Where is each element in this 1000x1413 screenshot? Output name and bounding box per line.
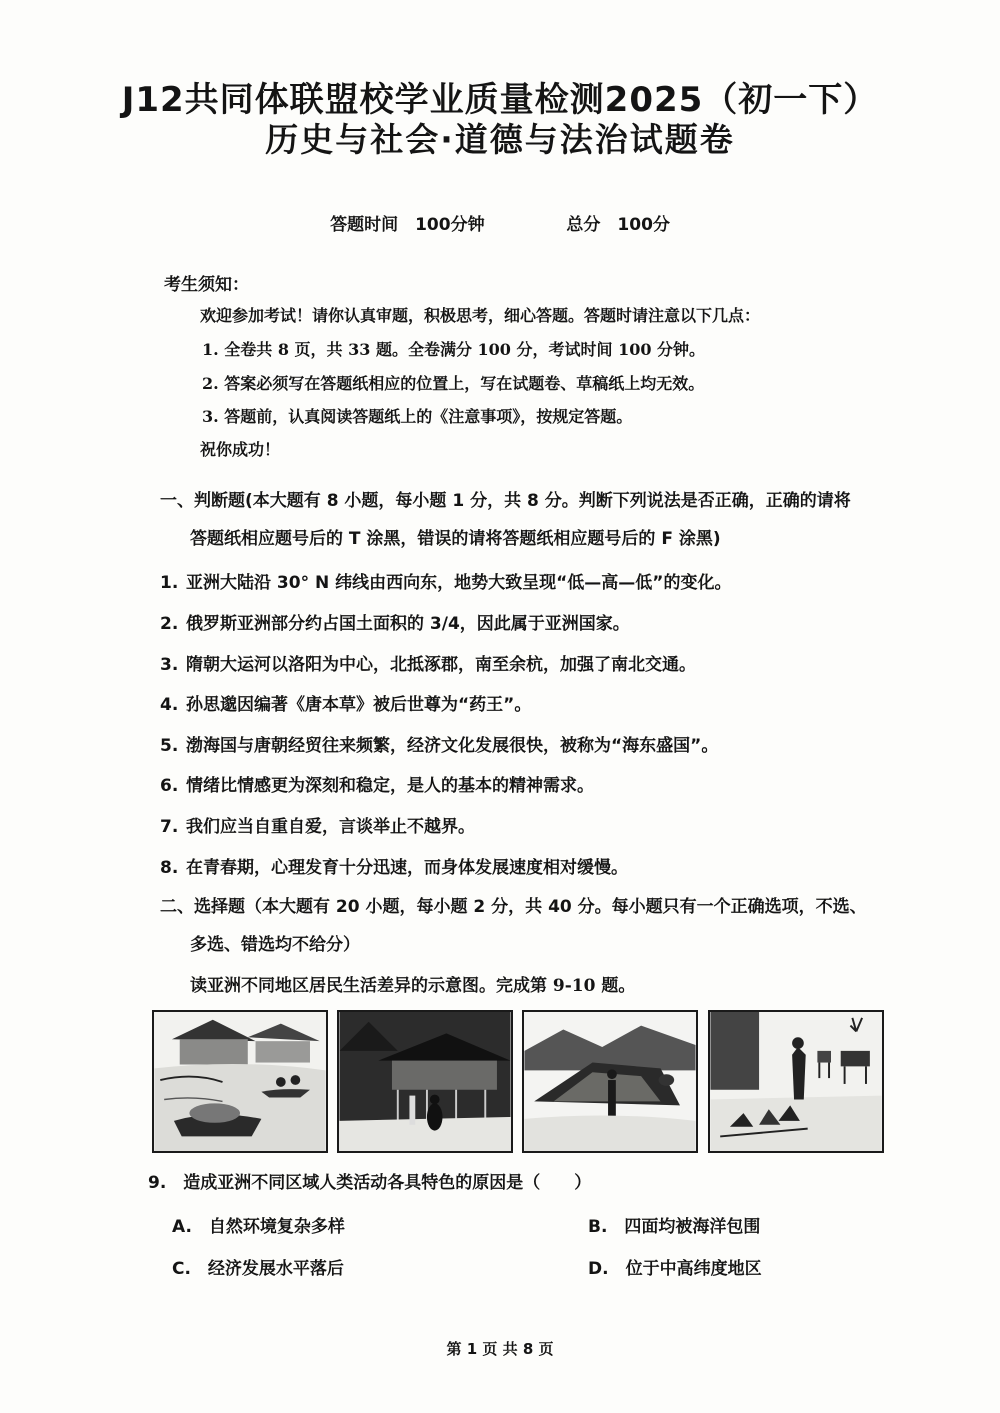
stilt-house-picture bbox=[337, 1010, 513, 1153]
option-a: A. 自然环境复杂多样 bbox=[172, 1217, 345, 1237]
question-number: 6. bbox=[160, 776, 179, 796]
question-text: 情绪比情感更为深刻和稳定，是人的基本的精神需求。 bbox=[186, 776, 594, 796]
question-text: 隋朝大运河以洛阳为中心，北抵涿郡，南至余杭，加强了南北交通。 bbox=[186, 655, 696, 675]
section2-heading-line2: 多选、错选均不给分） bbox=[190, 935, 360, 955]
option-d: D. 位于中高纬度地区 bbox=[588, 1259, 762, 1279]
question-item bbox=[160, 568, 732, 593]
question-number: 8. bbox=[160, 858, 179, 878]
answer-time: 答题时间 100分钟 bbox=[330, 215, 485, 235]
section2-heading-line1: 二、选择题（本大题有 20 小题，每小题 2 分，共 40 分。每小题只有一个正确选项，不选、 bbox=[160, 897, 867, 917]
section1-heading-line1: 一、判断题(本大题有 8 小题，每小题 1 分，共 8 分。判断下列说法是否正确，正确的请将 bbox=[160, 491, 851, 511]
page-footer: 第 1 页 共 8 页 bbox=[446, 1340, 554, 1358]
notice-line: 1. 全卷共 8 页，共 33 题。全卷满分 100 分，考试时间 100 分钟。 bbox=[202, 340, 706, 359]
notice-heading: 考生须知： bbox=[164, 275, 249, 295]
water-village-boats-picture bbox=[152, 1010, 328, 1153]
question-item bbox=[160, 771, 594, 796]
question-text: 我们应当自重自爱，言谈举止不越界。 bbox=[186, 817, 475, 837]
question-item bbox=[160, 690, 531, 715]
water-village-drawing bbox=[154, 1012, 326, 1151]
question-item bbox=[160, 731, 718, 756]
section2-heading bbox=[160, 888, 920, 964]
question-number: 5. bbox=[160, 736, 179, 756]
question-number: 1. bbox=[160, 573, 179, 593]
question-number: 2. bbox=[160, 614, 179, 634]
reading-prompt: 读亚洲不同地区居民生活差异的示意图。完成第 9-10 题。 bbox=[190, 976, 636, 996]
reindeer-sled-drawing bbox=[710, 1012, 882, 1151]
question-number: 3. bbox=[160, 655, 179, 675]
question-item bbox=[160, 812, 475, 837]
question-item bbox=[160, 609, 630, 634]
reindeer-sled-picture bbox=[708, 1010, 884, 1153]
total-score: 总分 100分 bbox=[566, 215, 670, 235]
question-item bbox=[160, 853, 628, 878]
question-text: 在青春期，心理发育十分迅速，而身体发展速度相对缓慢。 bbox=[186, 858, 628, 878]
question-text: 渤海国与唐朝经贸往来频繁，经济文化发展很快，被称为“海东盛国”。 bbox=[186, 736, 719, 756]
exam-title-line2: 历史与社会·道德与法治试题卷 bbox=[265, 120, 735, 159]
stilt-house-drawing bbox=[339, 1012, 511, 1151]
notice-line: 2. 答案必须写在答题纸相应的位置上，写在试题卷、草稿纸上均无效。 bbox=[202, 374, 705, 393]
notice-line: 3. 答题前，认真阅读答题纸上的《注意事项》，按规定答题。 bbox=[202, 407, 633, 426]
question-text: 孙思邈因编著《唐本草》被后世尊为“药王”。 bbox=[186, 695, 532, 715]
section1-heading bbox=[160, 482, 920, 558]
option-c: C. 经济发展水平落后 bbox=[172, 1259, 344, 1279]
exam-meta bbox=[0, 210, 1000, 235]
notice-line: 欢迎参加考试！请你认真审题，积极思考，细心答题。答题时请注意以下几点： bbox=[200, 306, 761, 325]
illustration-strip bbox=[152, 1010, 897, 1155]
notice-line: 祝你成功！ bbox=[200, 440, 281, 459]
section1-heading-line2: 答题纸相应题号后的 T 涂黑，错误的请将答题纸相应题号后的 F 涂黑) bbox=[190, 529, 721, 549]
question-text: 俄罗斯亚洲部分约占国土面积的 3/4，因此属于亚洲国家。 bbox=[186, 614, 630, 634]
exam-title-line1: J12共同体联盟校学业质量检测2025（初一下） bbox=[121, 80, 879, 120]
question-number: 7. bbox=[160, 817, 179, 837]
question-text: 亚洲大陆沿 30° N 纬线由西向东，地势大致呈现“低—高—低”的变化。 bbox=[186, 573, 732, 593]
snow-tent-drawing bbox=[524, 1012, 696, 1151]
question-number: 4. bbox=[160, 695, 179, 715]
option-b: B. 四面均被海洋包围 bbox=[588, 1217, 761, 1237]
snow-tent-picture bbox=[522, 1010, 698, 1153]
question-9-stem: 9. 造成亚洲不同区域人类活动各具特色的原因是（ ） bbox=[148, 1173, 592, 1193]
question-item bbox=[160, 650, 696, 675]
